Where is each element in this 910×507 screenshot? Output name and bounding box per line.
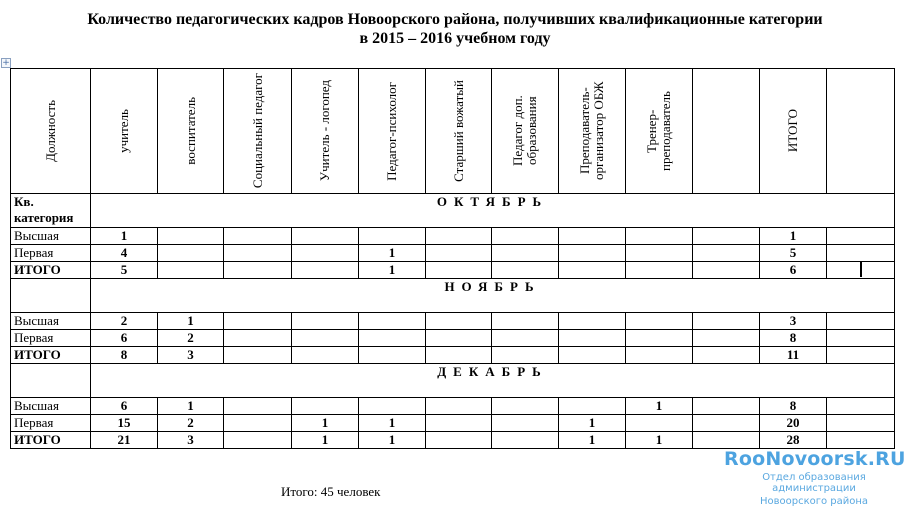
table-cell: [693, 415, 760, 432]
table-cell: [224, 347, 292, 364]
table-cell: [693, 228, 760, 245]
table-cell: [827, 398, 895, 415]
table-cell: [359, 330, 426, 347]
table-row: [11, 347, 895, 364]
column-header-label: Педагог доп. образования: [510, 95, 539, 167]
table-cell: [559, 347, 626, 364]
table-cell: [559, 398, 626, 415]
title-line-1: Количество педагогических кадров Новоорского района, получивших квалификационные категории: [87, 11, 823, 28]
watermark-subtitle-1: Отдел образования администрации: [762, 472, 866, 494]
table-cell: [426, 245, 492, 262]
table-cell: 4: [91, 245, 158, 262]
qualification-table: [10, 68, 895, 449]
table-cell: [559, 330, 626, 347]
table-cell: [693, 262, 760, 279]
table-cell: [158, 228, 224, 245]
table-move-handle-icon[interactable]: +: [2, 58, 10, 68]
document-title: [0, 10, 910, 48]
table-cell: [827, 347, 895, 364]
table-row: [11, 262, 895, 279]
table-cell: [827, 313, 895, 330]
row-label: ИТОГО: [11, 347, 91, 364]
table-cell: [359, 228, 426, 245]
column-header-label: Старший вожатый: [450, 80, 466, 182]
row-label: Высшая: [11, 398, 91, 415]
table-cell: [626, 228, 693, 245]
table-cell: [693, 245, 760, 262]
table-cell: 1: [292, 415, 359, 432]
table-cell: 1: [158, 313, 224, 330]
table-cell: [492, 347, 559, 364]
table-cell: [426, 415, 492, 432]
row-label: Высшая: [11, 228, 91, 245]
table-cell: 1: [359, 432, 426, 449]
table-cell: [224, 415, 292, 432]
table-cell: 1: [559, 432, 626, 449]
column-header-label: ИТОГО: [785, 109, 800, 153]
column-header: [760, 69, 827, 194]
table-cell: 15: [91, 415, 158, 432]
table-cell: [492, 245, 559, 262]
table-cell: [626, 313, 693, 330]
month-title: ОКТЯБРЬ: [91, 194, 895, 228]
table-row: [11, 330, 895, 347]
row-label: ИТОГО: [11, 432, 91, 449]
column-header-label: учитель: [116, 109, 131, 153]
watermark-brand: RooNovoorsk.RU: [724, 448, 906, 470]
table-row: [11, 245, 895, 262]
month-spacer-cell: [11, 364, 91, 398]
table-cell: 20: [760, 415, 827, 432]
table-cell: 1: [359, 245, 426, 262]
table-cell: [693, 330, 760, 347]
table-cell: [292, 347, 359, 364]
table-cell: [224, 330, 292, 347]
table-cell: [292, 228, 359, 245]
table-cell: [224, 245, 292, 262]
table-cell: [224, 432, 292, 449]
table-header-row: [11, 69, 895, 194]
table-cell: [492, 313, 559, 330]
text-cursor: [860, 261, 862, 277]
column-header: [492, 69, 559, 194]
table-cell: [559, 245, 626, 262]
table-cell: [292, 398, 359, 415]
table-cell: 1: [359, 262, 426, 279]
table-cell: [426, 347, 492, 364]
table-cell: 1: [626, 398, 693, 415]
table-cell: [827, 330, 895, 347]
table-cell: [359, 347, 426, 364]
row-label: Первая: [11, 415, 91, 432]
table-row: [11, 228, 895, 245]
column-header-label: Должность: [42, 100, 58, 162]
row-label: ИТОГО: [11, 262, 91, 279]
table-cell: 2: [91, 313, 158, 330]
total-summary: Итого: 45 человек: [281, 484, 381, 499]
table-cell: [492, 262, 559, 279]
column-header: [426, 69, 492, 194]
column-header: [559, 69, 626, 194]
table-cell: [359, 313, 426, 330]
table-cell: 8: [91, 347, 158, 364]
table-cell: 1: [559, 415, 626, 432]
row-label: Первая: [11, 245, 91, 262]
table-cell: [426, 432, 492, 449]
table-cell: [693, 398, 760, 415]
table-cell: [426, 398, 492, 415]
table-cell: 5: [91, 262, 158, 279]
table-cell: 2: [158, 330, 224, 347]
table-cell: [559, 313, 626, 330]
table-cell: [492, 330, 559, 347]
column-header: [827, 69, 895, 194]
month-title: ДЕКАБРЬ: [91, 364, 895, 398]
watermark-subtitle-2: Новоорского района: [759, 496, 869, 507]
table-cell: 8: [760, 398, 827, 415]
column-header-label: Педагог-психолог: [384, 81, 399, 181]
row-label: Первая: [11, 330, 91, 347]
column-header-label: Учитель - логопед: [317, 80, 332, 182]
month-row: [11, 364, 895, 398]
table-cell: [292, 330, 359, 347]
table-row: [11, 313, 895, 330]
table-cell: [626, 262, 693, 279]
table-cell: [292, 313, 359, 330]
table-cell: [426, 313, 492, 330]
table-row: [11, 432, 895, 449]
column-header: [158, 69, 224, 194]
table-cell: [224, 228, 292, 245]
table-cell: 1: [359, 415, 426, 432]
table-cell: 1: [91, 228, 158, 245]
table-cell: [827, 432, 895, 449]
title-line-2: в 2015 – 2016 учебном году: [359, 30, 551, 47]
column-header: [224, 69, 292, 194]
table-cell: 3: [158, 347, 224, 364]
table-row: [11, 398, 895, 415]
table-cell: 11: [760, 347, 827, 364]
table-cell: 21: [91, 432, 158, 449]
table-cell: [492, 398, 559, 415]
table-cell: 3: [760, 313, 827, 330]
column-header: [292, 69, 359, 194]
table-cell: [292, 262, 359, 279]
table-cell: [492, 228, 559, 245]
column-header: [693, 69, 760, 194]
table-cell: 1: [292, 432, 359, 449]
table-cell: 3: [158, 432, 224, 449]
table-cell: [359, 398, 426, 415]
column-header: [11, 69, 91, 194]
table-cell: [827, 415, 895, 432]
table-cell: 1: [626, 432, 693, 449]
table-cell: 6: [760, 262, 827, 279]
table-cell: [426, 228, 492, 245]
watermark-logo: [724, 448, 904, 507]
table-cell: [426, 330, 492, 347]
column-header: [91, 69, 158, 194]
kv-category-label: Кв. категория: [11, 194, 91, 228]
column-header-label: Преподаватель-организатор ОБЖ: [577, 81, 606, 181]
column-header-label: Тренер-преподаватель: [644, 91, 673, 171]
table-cell: 1: [760, 228, 827, 245]
column-header: [626, 69, 693, 194]
table-cell: [693, 347, 760, 364]
month-row: [11, 194, 895, 228]
table-cell: 5: [760, 245, 827, 262]
table-cell: [224, 262, 292, 279]
table-cell: [158, 262, 224, 279]
table-cell: [224, 313, 292, 330]
table-row: [11, 415, 895, 432]
table-cell: 28: [760, 432, 827, 449]
table-cell: 1: [158, 398, 224, 415]
table-cell: [224, 398, 292, 415]
table-cell: [292, 245, 359, 262]
table-cell: [492, 415, 559, 432]
table-cell: [426, 262, 492, 279]
table-cell: 6: [91, 330, 158, 347]
table-cell: 8: [760, 330, 827, 347]
table-cell: [492, 432, 559, 449]
table-cell: [559, 228, 626, 245]
table-cell: [626, 347, 693, 364]
row-label: Высшая: [11, 313, 91, 330]
table-cell: [827, 228, 895, 245]
table-cell: [626, 415, 693, 432]
table-cell: [626, 245, 693, 262]
table-cell: [559, 262, 626, 279]
month-title: НОЯБРЬ: [91, 279, 895, 313]
column-header-label: Социальный педагог: [249, 73, 265, 189]
month-row: [11, 279, 895, 313]
table-cell: 2: [158, 415, 224, 432]
table-cell: [827, 245, 895, 262]
table-cell: [693, 313, 760, 330]
column-header-label: воспитатель: [182, 97, 198, 165]
table-cell: 6: [91, 398, 158, 415]
table-cell: [158, 245, 224, 262]
table-cell: [626, 330, 693, 347]
table-cell: [693, 432, 760, 449]
column-header: [359, 69, 426, 194]
month-spacer-cell: [11, 279, 91, 313]
